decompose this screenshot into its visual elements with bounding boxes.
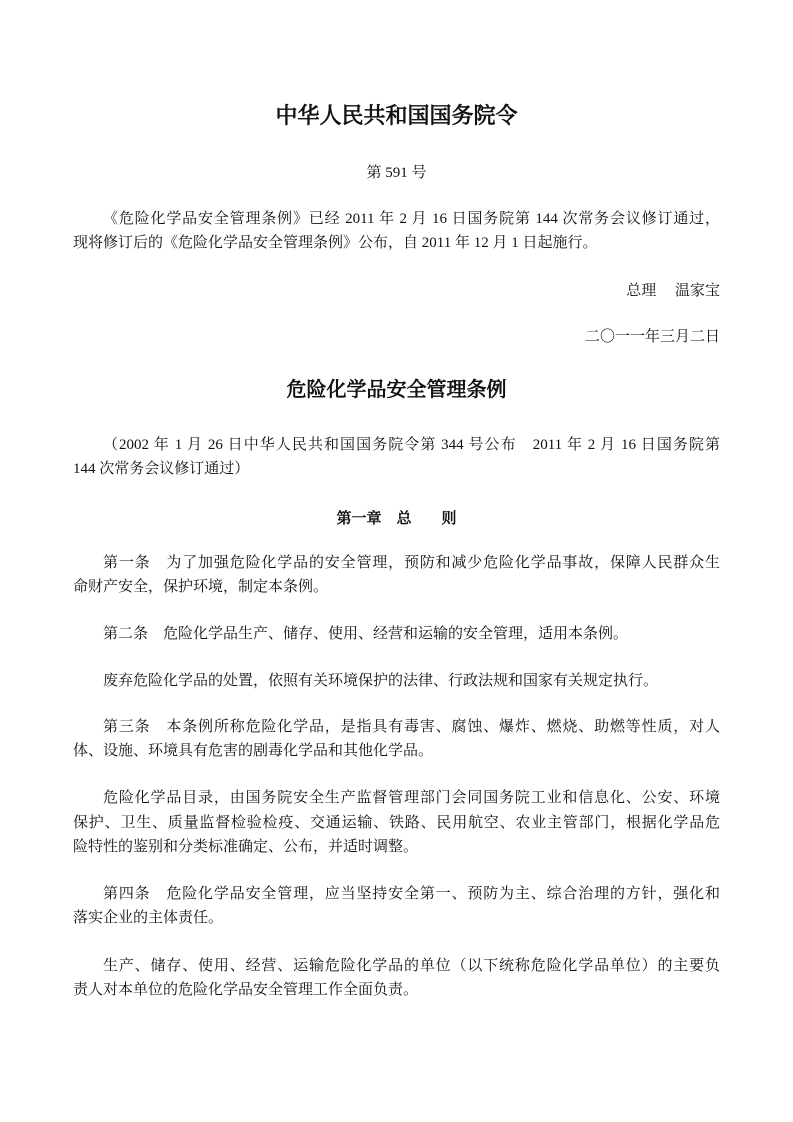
article-3-line: 体、设施、环境具有危害的剧毒化学品和其他化学品。 (73, 743, 434, 759)
article-4-line: 第四条 危险化学品安全管理，应当坚持安全第一、预防为主、综合治理的方针，强化和 (103, 886, 720, 902)
order-number: 第 591 号 (366, 165, 427, 181)
article-2-line: 第二条 危险化学品生产、储存、使用、经营和运输的安全管理，适用本条例。 (103, 626, 629, 642)
regulation-note-line: （2002 年 1 月 26 日中华人民共和国国务院令第 344 号公布 2011 年 2 月 16 日国务院第 (103, 437, 720, 453)
regulation-title: 危险化学品安全管理条例 (286, 377, 507, 401)
paragraph-responsibility-line: 生产、储存、使用、经营、运输危险化学品的单位（以下统称危险化学品单位）的主要负 (103, 958, 720, 974)
order-title: 中华人民共和国国务院令 (275, 104, 518, 129)
order-date: 二〇一一年三月二日 (584, 329, 720, 345)
chapter-heading: 第一章 总 则 (336, 509, 457, 527)
signer: 总理 温家宝 (626, 283, 720, 299)
article-3-line: 第三条 本条例所称危险化学品，是指具有毒害、腐蚀、爆炸、燃烧、助燃等性质，对人 (103, 719, 720, 735)
paragraph-catalog-line: 保护、卫生、质量监督检验检疫、交通运输、铁路、民用航空、农业主管部门，根据化学品危 (73, 815, 720, 831)
paragraph-waste-line: 废弃危险化学品的处置，依照有关环境保护的法律、行政法规和国家有关规定执行。 (103, 673, 659, 689)
paragraph-responsibility-line: 责人对本单位的危险化学品安全管理工作全面负责。 (73, 982, 419, 998)
order-body-line: 现将修订后的《危险化学品安全管理条例》公布，自 2011 年 12 月 1 日起施行。 (73, 235, 598, 251)
paragraph-catalog-line: 险特性的鉴别和分类标准确定、公布，并适时调整。 (73, 839, 419, 855)
order-body-line: 《危险化学品安全管理条例》已经 2011 年 2 月 16 日国务院第 144 次常务会议修订通过， (103, 211, 720, 227)
regulation-note-line: 144 次常务会议修订通过） (73, 461, 250, 477)
paragraph-catalog-line: 危险化学品目录，由国务院安全生产监督管理部门会同国务院工业和信息化、公安、环境 (103, 790, 720, 806)
article-1-line: 第一条 为了加强危险化学品的安全管理，预防和减少危险化学品事故，保障人民群众生 (103, 555, 720, 571)
article-4-line: 落实企业的主体责任。 (73, 910, 224, 926)
article-1-line: 命财产安全，保护环境，制定本条例。 (73, 579, 329, 595)
